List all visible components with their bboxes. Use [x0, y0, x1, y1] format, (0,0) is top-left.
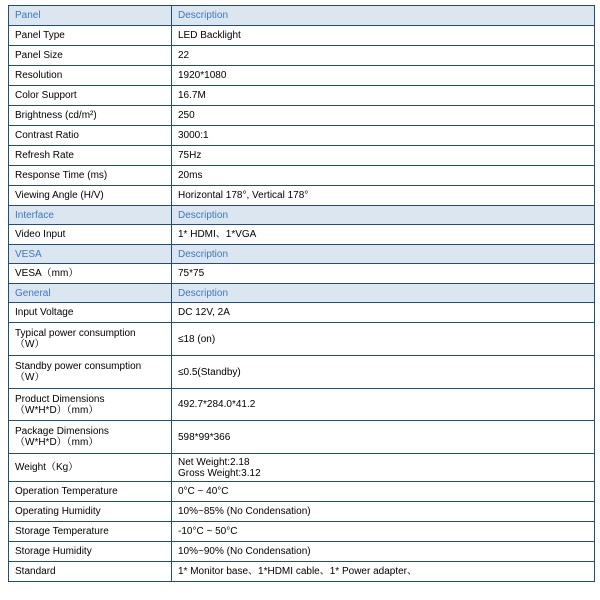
section-header-label: Interface [9, 206, 172, 225]
row-label: Viewing Angle (H/V) [9, 186, 172, 206]
table-row [9, 323, 595, 356]
row-label: Panel Type [9, 26, 172, 46]
row-label: Product Dimensions （W*H*D）（mm） [9, 389, 172, 421]
table-row [9, 421, 595, 454]
section-header-label: Panel [9, 6, 172, 26]
table-row [9, 66, 595, 86]
section-header-vesa [9, 245, 595, 264]
section-header-label: VESA [9, 245, 172, 264]
row-value: LED Backlight [172, 26, 595, 46]
row-label: Standard [9, 562, 172, 582]
row-label: Brightness (cd/m²) [9, 106, 172, 126]
row-label: VESA（mm） [9, 264, 172, 284]
row-label: Resolution [9, 66, 172, 86]
table-row [9, 86, 595, 106]
row-value: 20ms [172, 166, 595, 186]
row-value: 1* Monitor base、1*HDMI cable、1* Power adapter、 [172, 562, 595, 582]
table-row [9, 166, 595, 186]
table-row [9, 502, 595, 522]
section-header-general [9, 284, 595, 303]
row-value: ≤18 (on) [172, 323, 595, 356]
section-header-label: General [9, 284, 172, 303]
row-label: Panel Size [9, 46, 172, 66]
table-row [9, 562, 595, 582]
row-value: 22 [172, 46, 595, 66]
row-value: 16.7M [172, 86, 595, 106]
row-label: Storage Humidity [9, 542, 172, 562]
row-value: 3000:1 [172, 126, 595, 146]
row-value: Net Weight:2.18 Gross Weight:3.12 [172, 454, 595, 482]
section-header-value: Description [172, 245, 595, 264]
row-label: Contrast Ratio [9, 126, 172, 146]
row-label: Input Voltage [9, 303, 172, 323]
row-value: 0°C ~ 40°C [172, 482, 595, 502]
spec-table [8, 5, 595, 582]
row-label: Package Dimensions （W*H*D）（mm） [9, 421, 172, 454]
section-header-interface [9, 206, 595, 225]
row-value: 75*75 [172, 264, 595, 284]
row-label: Storage Temperature [9, 522, 172, 542]
row-label: Color Support [9, 86, 172, 106]
row-value: 1* HDMI、1*VGA [172, 225, 595, 245]
table-row [9, 126, 595, 146]
row-label: Operation Temperature [9, 482, 172, 502]
row-value: 1920*1080 [172, 66, 595, 86]
table-row [9, 26, 595, 46]
row-value: ≤0.5(Standby) [172, 356, 595, 389]
table-row [9, 454, 595, 482]
row-value: Horizontal 178°, Vertical 178° [172, 186, 595, 206]
row-value: -10°C ~ 50°C [172, 522, 595, 542]
row-label: Weight（Kg） [9, 454, 172, 482]
table-row [9, 186, 595, 206]
row-label: Operating Humidity [9, 502, 172, 522]
row-value: 75Hz [172, 146, 595, 166]
table-row [9, 264, 595, 284]
table-row [9, 225, 595, 245]
row-value: 10%~85% (No Condensation) [172, 502, 595, 522]
table-row [9, 522, 595, 542]
table-row [9, 106, 595, 126]
row-label: Response Time (ms) [9, 166, 172, 186]
row-value: 492.7*284.0*41.2 [172, 389, 595, 421]
row-label: Typical power consumption （W） [9, 323, 172, 356]
row-label: Refresh Rate [9, 146, 172, 166]
row-value: 10%~90% (No Condensation) [172, 542, 595, 562]
row-value: DC 12V, 2A [172, 303, 595, 323]
section-header-value: Description [172, 284, 595, 303]
section-header-value: Description [172, 206, 595, 225]
row-value: 250 [172, 106, 595, 126]
table-row [9, 146, 595, 166]
row-label: Standby power consumption （W） [9, 356, 172, 389]
table-row [9, 542, 595, 562]
row-value: 598*99*366 [172, 421, 595, 454]
section-header-value: Description [172, 6, 595, 26]
row-label: Video Input [9, 225, 172, 245]
table-row [9, 46, 595, 66]
table-row [9, 389, 595, 421]
table-row [9, 482, 595, 502]
table-row [9, 303, 595, 323]
section-header-panel [9, 6, 595, 26]
table-row [9, 356, 595, 389]
